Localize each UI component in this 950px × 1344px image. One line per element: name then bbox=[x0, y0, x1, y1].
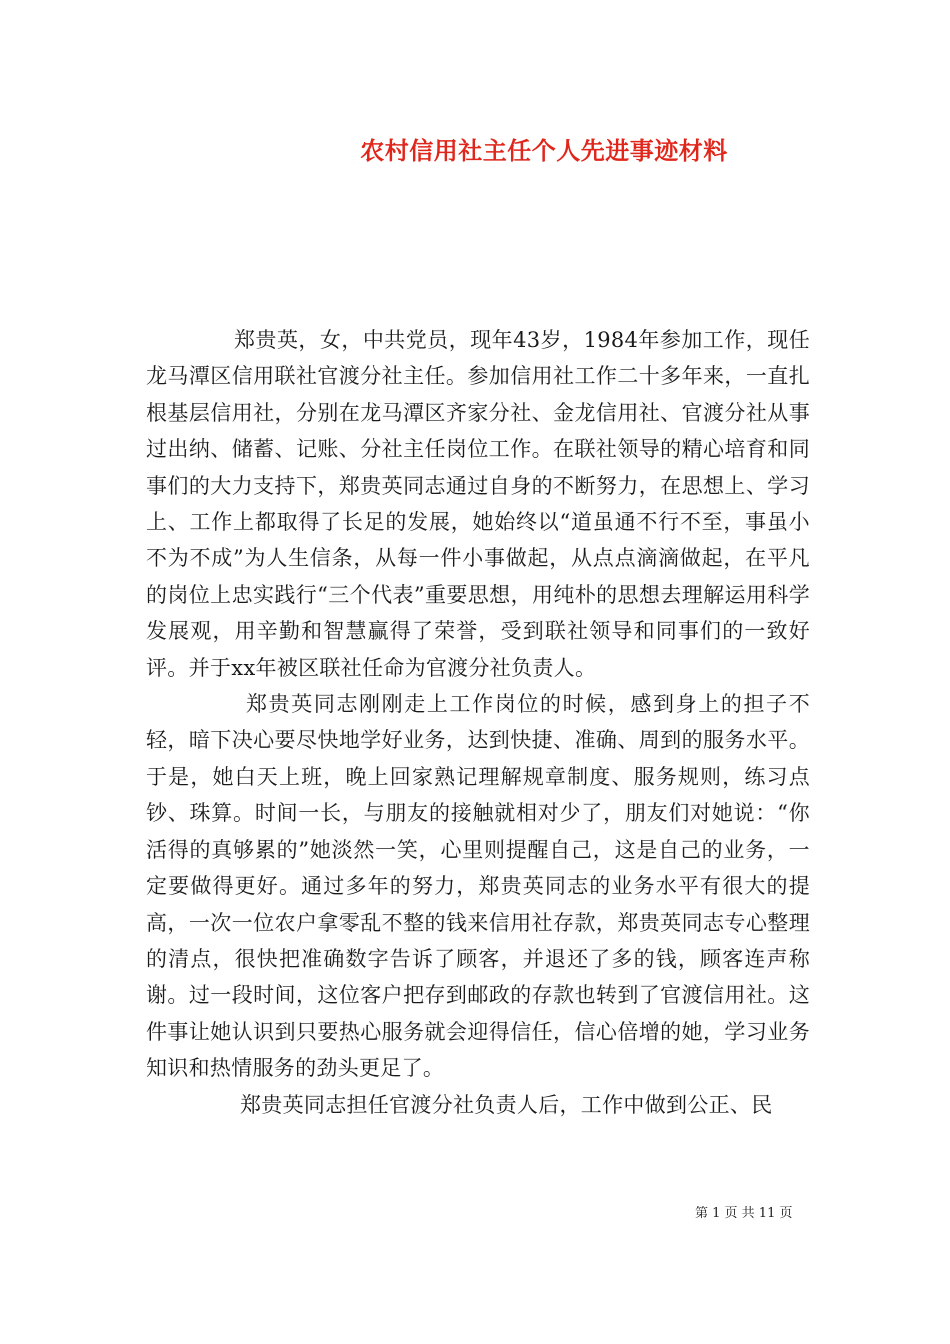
document-title: 农村信用社主任个人先进事迹材料 bbox=[360, 136, 728, 165]
paragraph-2: 郑贵英同志刚刚走上工作岗位的时候，感到身上的担子不轻，暗下决心要尽快地学好业务，达到快捷、准确、周到的服务水平。于是，她白天上班，晚上回家熟记理解规章制度、服务规则，练习点钞、珠算。时间一长，与朋友的接触就相对少了，朋友们对她说：“你活得的真够累的”她淡然一笑，心里则提醒自己，这是自己的业务，一定要做得更好。通过多年的努力，郑贵英同志的业务水平有很大的提高，一次一位农户拿零乱不整的钱来信用社存款，郑贵英同志专心整理的清点，很快把准确数字告诉了顾客，并退还了多的钱，顾客连声称谢。过一段时间，这位客户把存到邮政的存款也转到了官渡信用社。这件事让她认识到只要热心服务就会迎得信任，信心倍增的她，学习业务知识和热情服务的劲头更足了。 bbox=[146, 692, 810, 1081]
page-number-footer: 第 1 页 共 11 页 bbox=[695, 1206, 793, 1221]
document-body bbox=[146, 322, 810, 1123]
paragraph-3: 郑贵英同志担任官渡分社负责人后，工作中做到公正、民 bbox=[240, 1092, 773, 1117]
paragraph-1: 郑贵英，女，中共党员，现年43岁，1984年参加工作，现任龙马潭区信用联社官渡分社主任。参加信用社工作二十多年来，一直扎根基层信用社，分别在龙马潭区齐家分社、金龙信用社、官渡分社从事过出纳、储蓄、记账、分社主任岗位工作。在联社领导的精心培育和同事们的大力支持下，郑贵英同志通过自身的不断努力，在思想上、学习上、工作上都取得了长足的发展，她始终以“道虽通不行不至，事虽小不为不成”为人生信条，从每一件小事做起，从点点滴滴做起，在平凡的岗位上忠实践行“三个代表”重要思想，用纯朴的思想去理解运用科学发展观，用辛勤和智慧赢得了荣誉，受到联社领导和同事们的一致好评。并于xx年被区联社任命为官渡分社负责人。 bbox=[146, 328, 810, 680]
